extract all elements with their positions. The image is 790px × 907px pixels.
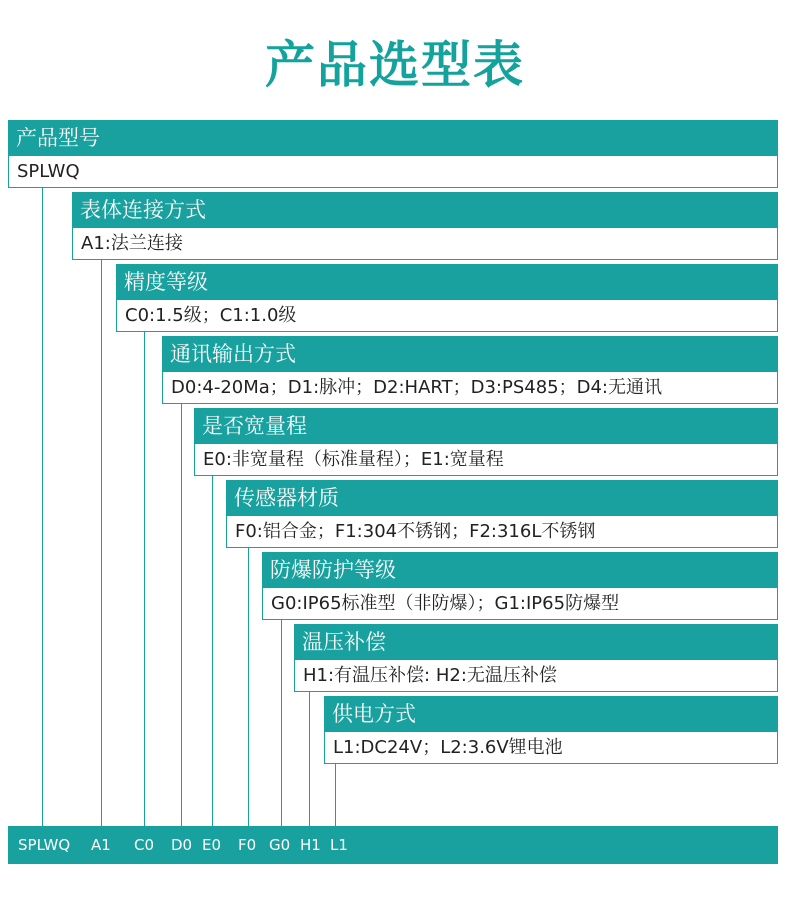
code-model: SPLWQ — [18, 836, 71, 854]
code-material: F0 — [238, 836, 257, 854]
section-header-material: 传感器材质 — [226, 480, 778, 516]
model-code-bar — [8, 826, 778, 864]
section-header-power: 供电方式 — [324, 696, 778, 732]
section-options-model: SPLWQ — [8, 156, 778, 188]
section-header-model: 产品型号 — [8, 120, 778, 156]
connector-line — [181, 404, 182, 826]
section-header-range: 是否宽量程 — [194, 408, 778, 444]
code-compensation: H1 — [300, 836, 321, 854]
code-output: D0 — [171, 836, 193, 854]
section-options-accuracy: C0:1.5级；C1:1.0级 — [116, 300, 778, 332]
section-options-connection: A1:法兰连接 — [72, 228, 778, 260]
code-range: E0 — [202, 836, 222, 854]
section-header-accuracy: 精度等级 — [116, 264, 778, 300]
connector-line — [212, 476, 213, 826]
section-header-connection: 表体连接方式 — [72, 192, 778, 228]
section-options-material: F0:铝合金；F1:304不锈钢；F2:316L不锈钢 — [226, 516, 778, 548]
code-power: L1 — [330, 836, 348, 854]
section-options-output: D0:4-20Ma；D1:脉冲；D2:HART；D3:PS485；D4:无通讯 — [162, 372, 778, 404]
section-header-compensation: 温压补偿 — [294, 624, 778, 660]
section-options-range: E0:非宽量程（标准量程）；E1:宽量程 — [194, 444, 778, 476]
code-connection: A1 — [91, 836, 111, 854]
section-options-compensation: H1:有温压补偿: H2:无温压补偿 — [294, 660, 778, 692]
section-options-protection: G0:IP65标准型（非防爆）；G1:IP65防爆型 — [262, 588, 778, 620]
section-header-protection: 防爆防护等级 — [262, 552, 778, 588]
connector-line — [248, 548, 249, 826]
connector-line — [335, 764, 336, 826]
code-protection: G0 — [269, 836, 291, 854]
section-header-output: 通讯输出方式 — [162, 336, 778, 372]
code-accuracy: C0 — [134, 836, 155, 854]
page-title: 产品选型表 — [265, 36, 525, 94]
section-options-power: L1:DC24V；L2:3.6V锂电池 — [324, 732, 778, 764]
connector-line — [101, 260, 102, 826]
connector-line — [309, 692, 310, 826]
connector-line — [281, 620, 282, 826]
connector-line — [144, 332, 145, 826]
connector-line — [42, 188, 43, 826]
